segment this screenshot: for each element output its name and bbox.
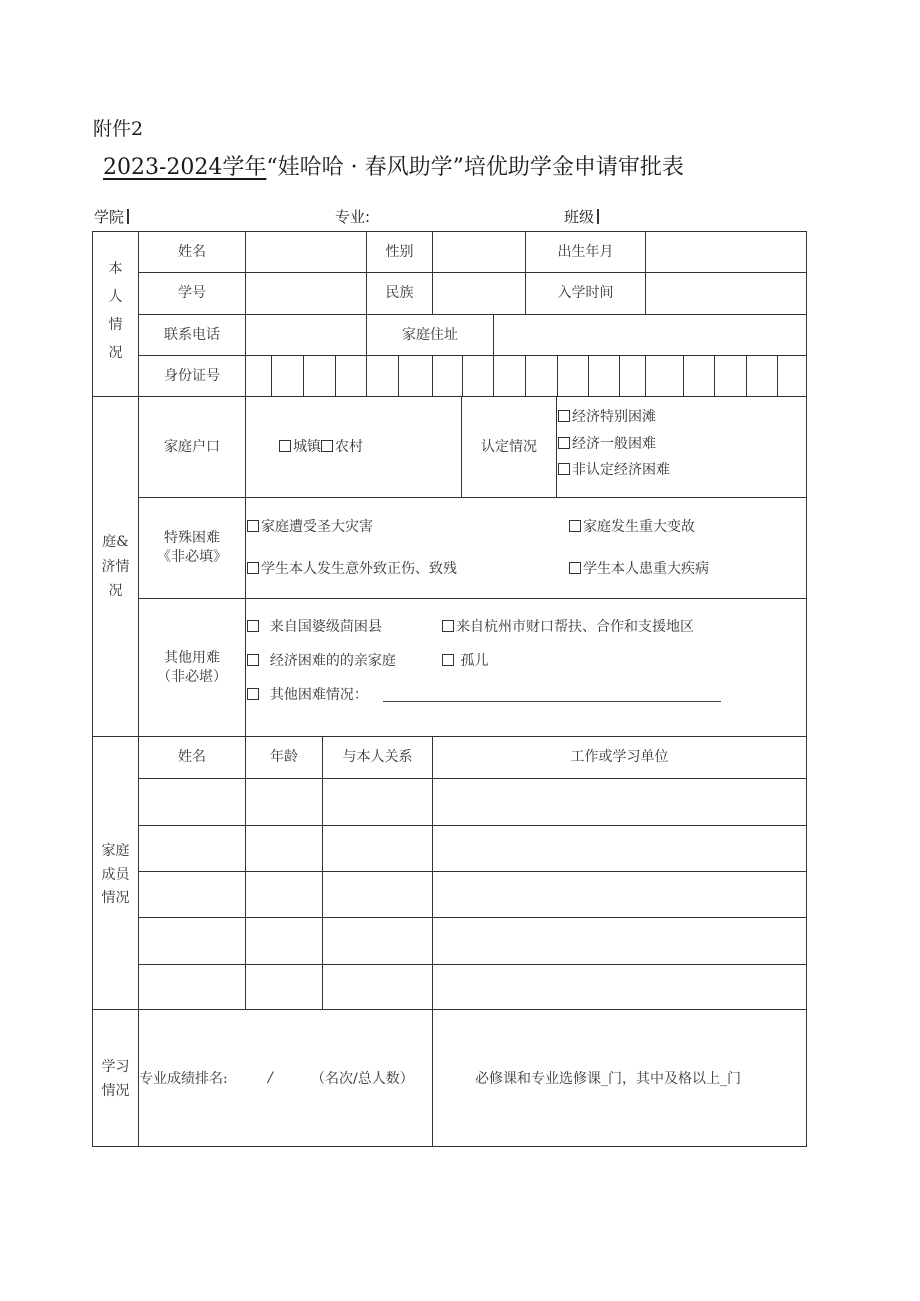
checkbox-general-hardship[interactable]: 经济一般困难 <box>558 437 656 451</box>
input-address[interactable] <box>494 315 806 355</box>
input-gender[interactable] <box>433 232 525 272</box>
label-name: 姓名 <box>178 243 206 260</box>
family-header-relation: 与本人关系 <box>342 749 413 766</box>
section-study-label: 学习情况 <box>101 1059 130 1099</box>
special-optional-note: 《非必填》 <box>157 549 227 565</box>
college-label: 学院 <box>94 206 129 227</box>
input-student-id[interactable] <box>246 273 366 314</box>
label-gender: 性别 <box>385 243 414 260</box>
label-id-number: 身份证号 <box>164 367 220 384</box>
checkbox-orphan[interactable]: 孤儿 <box>442 654 488 668</box>
input-enroll[interactable] <box>646 273 806 314</box>
checkbox-illness[interactable]: 学生本人患重大疾病 <box>569 562 709 576</box>
family-row[interactable] <box>139 779 806 825</box>
input-ethnicity[interactable] <box>433 273 525 314</box>
title-text: “娃哈哈 · 春风助学”培优助学金申请审批表 <box>266 155 684 180</box>
family-row[interactable] <box>139 965 806 1009</box>
household-options <box>279 440 363 454</box>
family-row[interactable] <box>139 872 806 917</box>
course-count-text[interactable]: 必修课和专业选修课_门，其中及格以上_门 <box>475 1071 741 1087</box>
family-row[interactable] <box>139 918 806 964</box>
checkbox-hangzhou-aid-region[interactable]: 来自杭州市财口帮扶、合作和支援地区 <box>442 620 694 634</box>
family-header-age: 年龄 <box>270 749 298 766</box>
label-special-hardship: 特殊困难 《非必填》 <box>157 530 227 565</box>
checkbox-not-recognized[interactable]: 非认定经济困难 <box>558 463 670 477</box>
label-enroll: 入学时间 <box>557 285 614 302</box>
rank-note: （名次/总人数） <box>311 1071 414 1087</box>
section-personal-label: 本人情况 <box>108 261 123 361</box>
other-hardship-input-line[interactable] <box>383 701 721 702</box>
attachment-label: 附件2 <box>93 118 144 140</box>
input-id-number[interactable] <box>246 356 806 396</box>
input-name[interactable] <box>246 232 366 272</box>
label-other-hardship: 其他用难 （非必堪） <box>157 649 227 685</box>
label-recognition: 认定情况 <box>481 438 537 455</box>
checkbox-poverty-county[interactable]: 来自国婆级茴困县 <box>247 620 382 634</box>
checkbox-urban[interactable]: 城镇 <box>279 439 321 455</box>
family-row[interactable] <box>139 826 806 871</box>
section-economy-label: 庭&济情况 <box>101 534 130 600</box>
label-student-id: 学号 <box>178 285 206 302</box>
checkbox-family-change[interactable]: 家庭发生重大变故 <box>569 520 695 534</box>
checkbox-other-hardship[interactable]: 其他困难情况： <box>247 688 368 702</box>
input-birth[interactable] <box>646 232 806 272</box>
checkbox-accident[interactable]: 学生本人发生意外致正伤、致残 <box>247 562 457 576</box>
label-ethnicity: 民族 <box>385 285 414 302</box>
checkbox-special-hardship[interactable]: 经济特别困滩 <box>558 410 656 424</box>
label-address: 家庭住址 <box>402 326 458 343</box>
section-family-label: 家庭成员情况 <box>101 842 130 907</box>
title-year: 2023-2024学年 <box>103 155 267 180</box>
checkbox-single-parent[interactable]: 经济困难的的亲家庭 <box>247 654 396 668</box>
rank-label: 专业成绩排名: <box>139 1071 228 1087</box>
family-header-workplace: 工作或学习单位 <box>570 749 669 766</box>
label-phone: 联系电话 <box>164 326 220 343</box>
label-household: 家庭户口 <box>164 438 220 455</box>
checkbox-rural[interactable]: 农村 <box>321 439 363 455</box>
rank-separator[interactable]: / <box>268 1070 273 1086</box>
other-optional-note: （非必堪） <box>157 668 227 685</box>
family-header-name: 姓名 <box>178 749 206 766</box>
checkbox-disaster[interactable]: 家庭遭受圣大灾害 <box>247 520 373 534</box>
class-label: 班级 <box>564 206 599 227</box>
major-label: 专业: <box>335 208 371 226</box>
label-birth: 出生年月 <box>557 243 614 260</box>
input-phone[interactable] <box>246 315 366 355</box>
